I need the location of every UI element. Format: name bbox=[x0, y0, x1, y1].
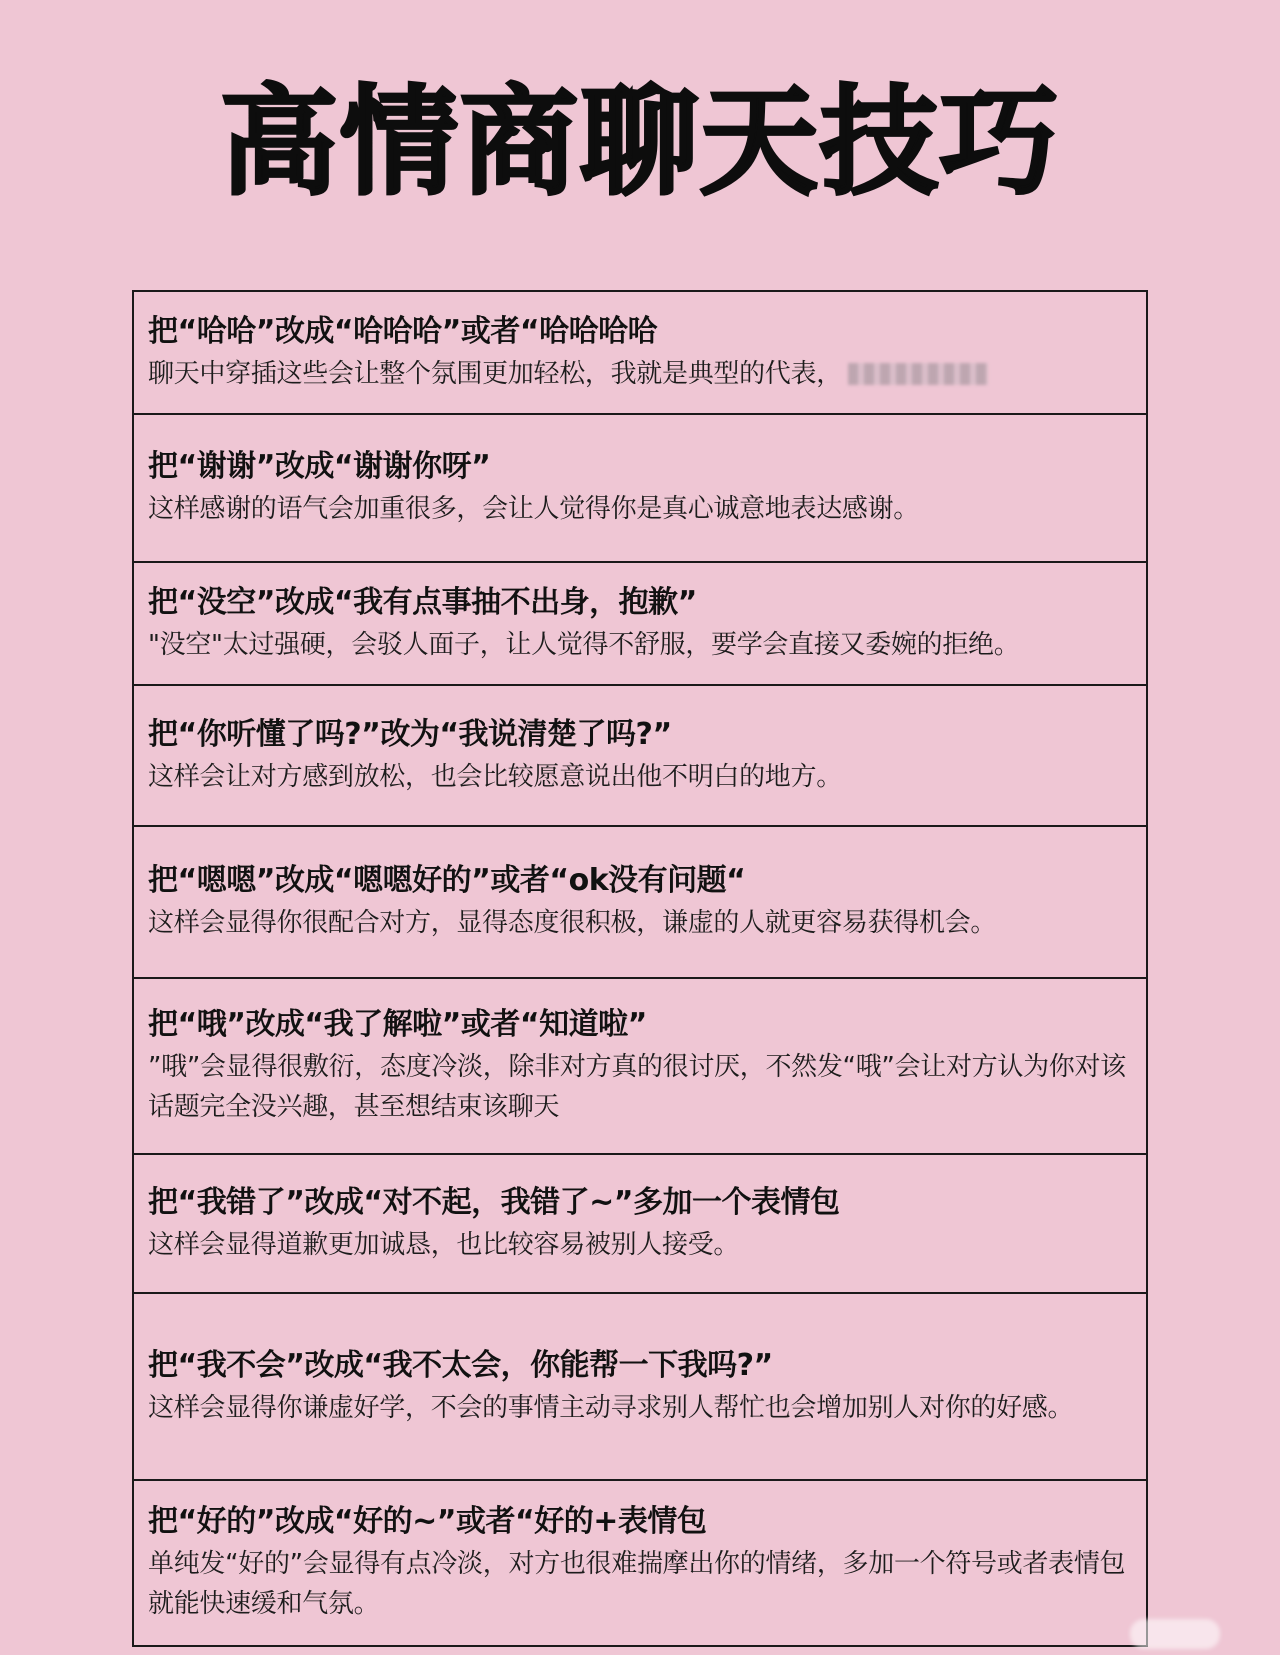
tip-row bbox=[134, 686, 1146, 827]
tips-table bbox=[132, 290, 1148, 1647]
tip-heading: 把“嗯嗯”改成“嗯嗯好的”或者“ok没有问题“ bbox=[148, 863, 746, 898]
tip-row bbox=[134, 563, 1146, 686]
tip-heading: 把“我错了”改成“对不起，我错了~”多加一个表情包 bbox=[148, 1184, 840, 1220]
tip-heading: 把“没空”改成“我有点事抽不出身，抱歉” bbox=[148, 584, 697, 620]
blurred-watermark bbox=[848, 363, 988, 385]
tip-text: 这样感谢的语气会加重很多，会让人觉得你是真心诚意地表达感谢。 bbox=[148, 494, 920, 524]
tip-row bbox=[134, 1294, 1146, 1481]
tip-text: 这样会让对方感到放松，也会比较愿意说出他不明白的地方。 bbox=[148, 761, 842, 792]
tip-row bbox=[134, 827, 1146, 979]
tip-heading: 把“哦”改成“我了解啦”或者“知道啦” bbox=[148, 1007, 647, 1042]
tip-text: 这样会显得你很配合对方，显得态度很积极，谦虚的人就更容易获得机会。 bbox=[148, 908, 997, 938]
tip-text: ”哦”会显得很敷衍，态度冷淡，除非对方真的很讨厌，不然发“哦”会让对方认为你对该话题完全没兴趣，甚至想结束该聊天 bbox=[148, 1052, 1126, 1122]
tip-row bbox=[134, 979, 1146, 1155]
tip-row bbox=[134, 1481, 1146, 1645]
blurred-corner-watermark bbox=[1130, 1619, 1220, 1649]
tip-heading: 把“你听懂了吗?”改为“我说清楚了吗?” bbox=[148, 716, 672, 752]
tip-row bbox=[134, 1155, 1146, 1294]
page-title: 高情商聊天技巧 bbox=[219, 73, 1060, 211]
tip-row bbox=[134, 292, 1146, 415]
tip-row bbox=[134, 415, 1146, 563]
tip-text: 这样会显得道歉更加诚恳，也比较容易被别人接受。 bbox=[148, 1229, 740, 1260]
tip-text-wrapper bbox=[148, 354, 1132, 394]
tip-text: 这样会显得你谦虚好学，不会的事情主动寻求别人帮忙也会增加别人对你的好感。 bbox=[148, 1392, 1074, 1423]
tip-text: 单纯发“好的”会显得有点冷淡，对方也很难揣摩出你的情绪，多加一个符号或者表情包就能快速缓和气氛。 bbox=[148, 1549, 1126, 1619]
tip-heading: 把“好的”改成“好的~”或者“好的+表情包 bbox=[148, 1504, 707, 1539]
tip-heading: 把“谢谢”改成“谢谢你呀” bbox=[148, 449, 491, 484]
tip-heading: 把“我不会”改成“我不太会，你能帮一下我吗?” bbox=[148, 1347, 773, 1383]
tip-heading: 把“哈哈”改成“哈哈哈”或者“哈哈哈哈 bbox=[148, 313, 658, 349]
tip-text: "没空"太过强硬，会驳人面子，让人觉得不舒服，要学会直接又委婉的拒绝。 bbox=[148, 629, 1020, 660]
tip-text: 聊天中穿插这些会让整个氛围更加轻松，我就是典型的代表， bbox=[148, 358, 842, 389]
